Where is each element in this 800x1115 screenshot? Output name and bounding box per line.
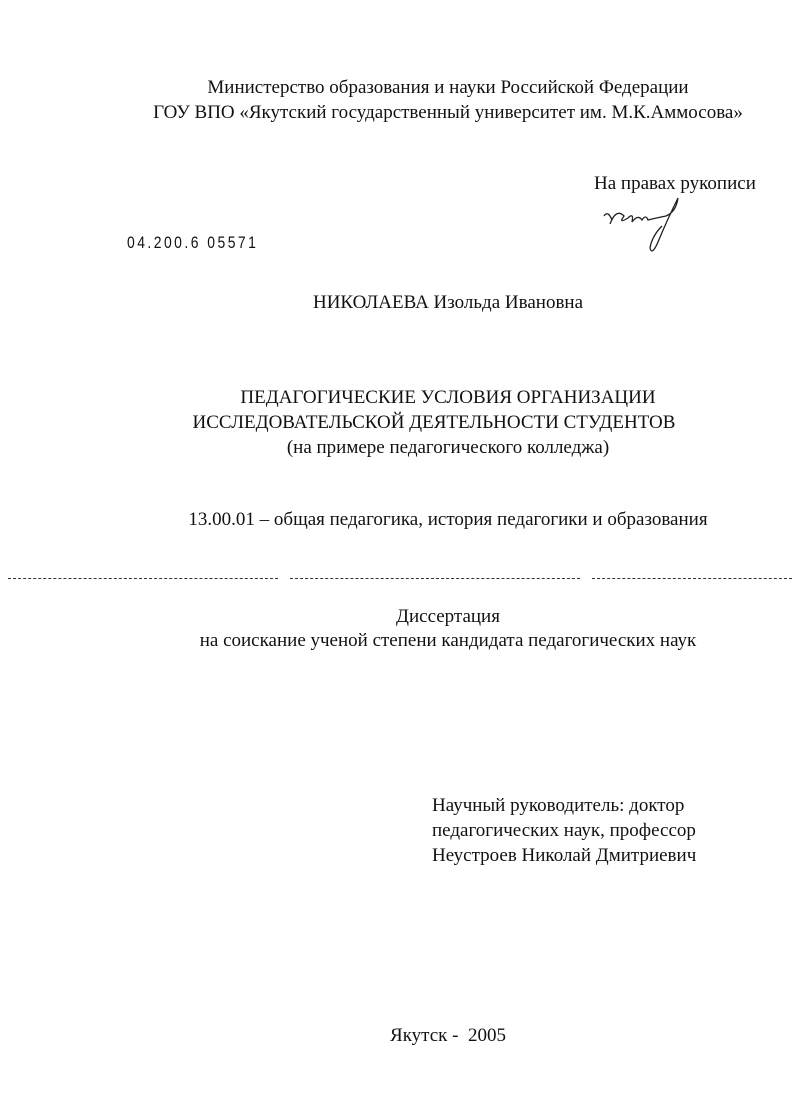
dissertation-degree: на соискание ученой степени кандидата педагогических наук [199,630,697,651]
dissertation-label: Диссертация [396,606,500,627]
specialty: 13.00.01 – общая педагогика, история педагогики и образования [188,509,708,530]
scan-line-divider [290,578,580,579]
ministry-line: Министерство образования и науки Российской Федерации [207,77,689,98]
place-year: Якутск - 2005 [390,1025,506,1046]
advisor-line-3: Неустроев Николай Дмитриевич [432,845,697,866]
university-line: ГОУ ВПО «Якутский государственный университет им. М.К.Аммосова» [153,102,743,123]
title-subtitle: (на примере педагогического колледжа) [286,437,610,458]
scan-line-divider [8,578,278,579]
title-line-1: ПЕДАГОГИЧЕСКИЕ УСЛОВИЯ ОРГАНИЗАЦИИ [240,387,656,408]
scan-line-divider [592,578,792,579]
manuscript-note: На правах рукописи [594,173,756,194]
advisor-line-1: Научный руководитель: доктор [432,795,685,816]
title-line-2: ИССЛЕДОВАТЕЛЬСКОЙ ДЕЯТЕЛЬНОСТИ СТУДЕНТОВ [192,412,676,433]
advisor-line-2: педагогических наук, профессор [432,820,696,841]
registry-code: 04.200.6 05571 [127,233,259,252]
signature-icon [598,196,708,261]
author-name: НИКОЛАЕВА Изольда Ивановна [312,292,584,313]
